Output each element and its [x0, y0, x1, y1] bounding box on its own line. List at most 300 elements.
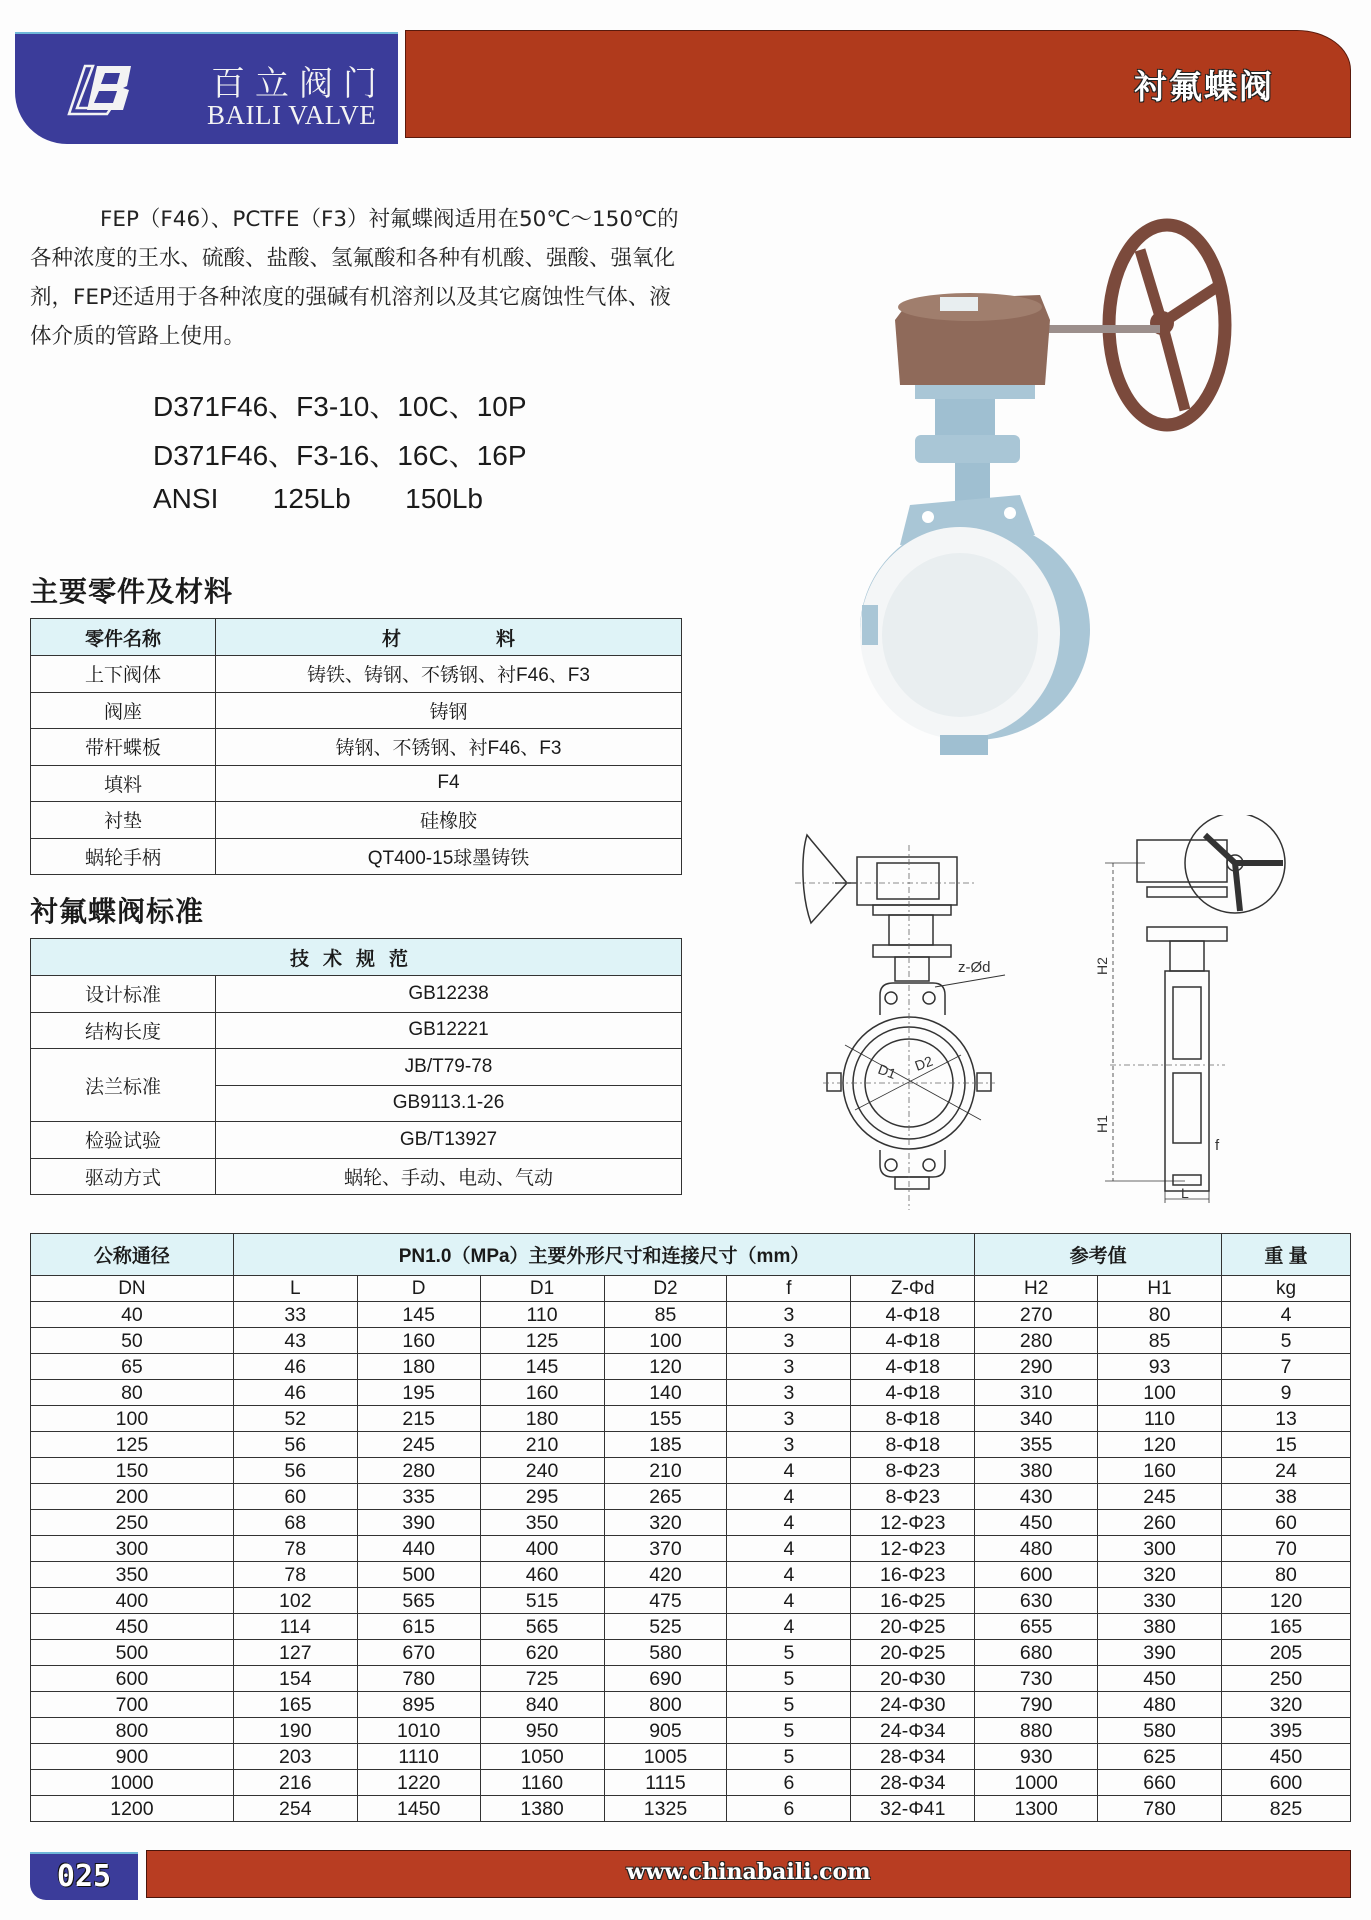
table-cell: 140 — [604, 1380, 727, 1406]
table-cell: 8-Φ23 — [851, 1458, 975, 1484]
table-row — [31, 1718, 1351, 1744]
table-cell: 355 — [975, 1432, 1098, 1458]
table-cell: 28-Φ34 — [851, 1744, 975, 1770]
table-cell: 500 — [357, 1562, 480, 1588]
table-row — [31, 1380, 1351, 1406]
column-header: Z-Φd — [851, 1276, 975, 1302]
table-cell: 290 — [975, 1354, 1098, 1380]
table-row — [31, 1354, 1351, 1380]
table-row — [31, 1302, 1351, 1328]
table-cell: 3 — [727, 1328, 851, 1354]
table-cell: 800 — [604, 1692, 727, 1718]
column-header: H1 — [1098, 1276, 1222, 1302]
parts-materials-table — [30, 618, 682, 875]
table-cell: 600 — [31, 1666, 234, 1692]
table-cell: 195 — [357, 1380, 480, 1406]
table-cell: 4 — [727, 1458, 851, 1484]
table-cell: 240 — [480, 1458, 604, 1484]
table-cell: 3 — [727, 1380, 851, 1406]
table-cell: 515 — [480, 1588, 604, 1614]
table-row — [31, 976, 682, 1013]
table-row — [31, 802, 682, 839]
table-cell: 450 — [975, 1510, 1098, 1536]
table-row — [31, 1614, 1351, 1640]
intro-text — [30, 200, 690, 356]
group-header-reference: 参考值 — [975, 1234, 1222, 1276]
table-cell: 4 — [727, 1484, 851, 1510]
svg-text:H1: H1 — [1094, 1115, 1110, 1133]
table-cell: 380 — [1098, 1614, 1222, 1640]
part-material: 硅橡胶 — [216, 802, 682, 839]
footer-banner — [146, 1850, 1351, 1898]
part-name: 上下阀体 — [31, 656, 216, 693]
table-row — [31, 1049, 682, 1086]
column-header: D2 — [604, 1276, 727, 1302]
table-cell: 50 — [31, 1328, 234, 1354]
valve-photo — [840, 215, 1250, 765]
table-cell: 1050 — [480, 1744, 604, 1770]
table-cell: 580 — [1098, 1718, 1222, 1744]
group-header-weight: 重 量 — [1222, 1234, 1351, 1276]
table-cell: 395 — [1222, 1718, 1351, 1744]
table-cell: 1110 — [357, 1744, 480, 1770]
standard-value: JB/T79-78 — [216, 1049, 682, 1086]
svg-text:D1: D1 — [875, 1060, 899, 1082]
table-cell: 3 — [727, 1432, 851, 1458]
table-cell: 780 — [1098, 1796, 1222, 1822]
model-line: ANSI 125Lb 150Lb — [153, 483, 483, 514]
table-cell: 480 — [975, 1536, 1098, 1562]
table-cell: 450 — [1098, 1666, 1222, 1692]
table-row — [31, 729, 682, 766]
table-cell: 210 — [480, 1432, 604, 1458]
table-cell: 450 — [31, 1614, 234, 1640]
table-cell: 160 — [1098, 1458, 1222, 1484]
table-cell: 4 — [1222, 1302, 1351, 1328]
title-banner — [405, 30, 1351, 138]
table-cell: 300 — [1098, 1536, 1222, 1562]
table-cell: 20-Φ25 — [851, 1640, 975, 1666]
table-cell: 40 — [31, 1302, 234, 1328]
table-cell: 4-Φ18 — [851, 1328, 975, 1354]
table-cell: 70 — [1222, 1536, 1351, 1562]
table-cell: 300 — [31, 1536, 234, 1562]
table-cell: 15 — [1222, 1432, 1351, 1458]
table-cell: 460 — [480, 1562, 604, 1588]
table-cell: 780 — [357, 1666, 480, 1692]
table-cell: 320 — [1098, 1562, 1222, 1588]
table-cell: 46 — [233, 1354, 357, 1380]
table-cell: 60 — [1222, 1510, 1351, 1536]
table-cell: 102 — [233, 1588, 357, 1614]
table-cell: 120 — [1098, 1432, 1222, 1458]
table-cell: 56 — [233, 1458, 357, 1484]
table-cell: 254 — [233, 1796, 357, 1822]
table-header: 技术规范 — [31, 939, 682, 976]
table-cell: 93 — [1098, 1354, 1222, 1380]
table-cell: 80 — [31, 1380, 234, 1406]
table-cell: 295 — [480, 1484, 604, 1510]
model-line: D371F46、F3-16、16C、16P — [153, 440, 527, 471]
table-cell: 78 — [233, 1536, 357, 1562]
part-material: QT400-15球墨铸铁 — [216, 838, 682, 875]
table-cell: 525 — [604, 1614, 727, 1640]
table-cell: 700 — [31, 1692, 234, 1718]
table-cell: 160 — [357, 1328, 480, 1354]
table-cell: 145 — [357, 1302, 480, 1328]
parts-heading: 主要零件及材料 — [30, 575, 234, 608]
standard-label: 设计标准 — [31, 976, 216, 1013]
table-cell: 110 — [1098, 1406, 1222, 1432]
table-cell: 145 — [480, 1354, 604, 1380]
brand-banner — [15, 32, 398, 144]
table-cell: 320 — [1222, 1692, 1351, 1718]
standard-value: GB9113.1-26 — [216, 1085, 682, 1122]
table-cell: 8-Φ23 — [851, 1484, 975, 1510]
table-cell: 80 — [1098, 1302, 1222, 1328]
table-cell: 310 — [975, 1380, 1098, 1406]
table-cell: 250 — [31, 1510, 234, 1536]
table-cell: 1160 — [480, 1770, 604, 1796]
table-cell: 930 — [975, 1744, 1098, 1770]
table-cell: 390 — [1098, 1640, 1222, 1666]
table-cell: 1005 — [604, 1744, 727, 1770]
table-cell: 56 — [233, 1432, 357, 1458]
table-row — [31, 656, 682, 693]
part-material: 铸钢、不锈钢、衬F46、F3 — [216, 729, 682, 766]
table-cell: 400 — [480, 1536, 604, 1562]
table-cell: 43 — [233, 1328, 357, 1354]
table-cell: 6 — [727, 1796, 851, 1822]
table-cell: 85 — [604, 1302, 727, 1328]
svg-text:f: f — [1215, 1137, 1220, 1154]
table-cell: 280 — [357, 1458, 480, 1484]
brand-name-en: BAILI VALVE — [207, 100, 377, 130]
table-cell: 1115 — [604, 1770, 727, 1796]
column-header: D1 — [480, 1276, 604, 1302]
table-cell: 24 — [1222, 1458, 1351, 1484]
table-row — [31, 1796, 1351, 1822]
table-cell: 5 — [727, 1666, 851, 1692]
page-title: 衬氟蝶阀 — [1134, 67, 1274, 106]
table-cell: 165 — [233, 1692, 357, 1718]
table-cell: 680 — [975, 1640, 1098, 1666]
table-cell: 203 — [233, 1744, 357, 1770]
table-cell: 1220 — [357, 1770, 480, 1796]
table-cell: 3 — [727, 1406, 851, 1432]
table-cell: 895 — [357, 1692, 480, 1718]
table-row — [31, 1158, 682, 1195]
table-cell: 565 — [357, 1588, 480, 1614]
table-cell: 565 — [480, 1614, 604, 1640]
standards-heading: 衬氟蝶阀标准 — [30, 895, 205, 928]
table-cell: 9 — [1222, 1380, 1351, 1406]
table-cell: 380 — [975, 1458, 1098, 1484]
table-cell: 600 — [1222, 1770, 1351, 1796]
group-header-nominal: 公称通径 — [31, 1234, 234, 1276]
table-cell: 120 — [1222, 1588, 1351, 1614]
dimension-drawing — [785, 815, 1340, 1215]
table-cell: 114 — [233, 1614, 357, 1640]
table-cell: 216 — [233, 1770, 357, 1796]
table-cell: 85 — [1098, 1328, 1222, 1354]
table-cell: 950 — [480, 1718, 604, 1744]
table-row — [31, 1122, 682, 1159]
standard-value: GB12238 — [216, 976, 682, 1013]
table-cell: 7 — [1222, 1354, 1351, 1380]
table-row — [31, 1012, 682, 1049]
table-cell: 5 — [727, 1744, 851, 1770]
table-row — [31, 1744, 1351, 1770]
svg-text:D2: D2 — [912, 1052, 935, 1074]
part-name: 蜗轮手柄 — [31, 838, 216, 875]
table-cell: 475 — [604, 1588, 727, 1614]
standard-value: GB12221 — [216, 1012, 682, 1049]
table-cell: 245 — [357, 1432, 480, 1458]
column-header: 材 料 — [216, 619, 682, 656]
group-header-main: PN1.0（MPa）主要外形尺寸和连接尺寸（mm） — [233, 1234, 974, 1276]
brand-name-cn: 百立阀门 — [211, 64, 387, 104]
table-cell: 28-Φ34 — [851, 1770, 975, 1796]
table-row — [31, 765, 682, 802]
table-cell: 660 — [1098, 1770, 1222, 1796]
table-cell: 320 — [604, 1510, 727, 1536]
table-cell: 4-Φ18 — [851, 1380, 975, 1406]
table-cell: 4 — [727, 1510, 851, 1536]
table-cell: 16-Φ25 — [851, 1588, 975, 1614]
table-cell: 1325 — [604, 1796, 727, 1822]
table-row — [31, 1484, 1351, 1510]
table-cell: 370 — [604, 1536, 727, 1562]
table-cell: 600 — [975, 1562, 1098, 1588]
table-cell: 100 — [1098, 1380, 1222, 1406]
table-cell: 32-Φ41 — [851, 1796, 975, 1822]
svg-text:z-Ød: z-Ød — [958, 959, 991, 976]
table-cell: 260 — [1098, 1510, 1222, 1536]
table-cell: 210 — [604, 1458, 727, 1484]
table-cell: 3 — [727, 1302, 851, 1328]
page-number-badge — [30, 1852, 138, 1900]
column-header: H2 — [975, 1276, 1098, 1302]
table-cell: 155 — [604, 1406, 727, 1432]
table-cell: 24-Φ34 — [851, 1718, 975, 1744]
table-cell: 825 — [1222, 1796, 1351, 1822]
table-cell: 180 — [480, 1406, 604, 1432]
table-cell: 620 — [480, 1640, 604, 1666]
table-cell: 154 — [233, 1666, 357, 1692]
table-cell: 38 — [1222, 1484, 1351, 1510]
table-cell: 500 — [31, 1640, 234, 1666]
table-cell: 12-Φ23 — [851, 1536, 975, 1562]
table-row — [31, 1666, 1351, 1692]
table-row — [31, 838, 682, 875]
intro-paragraph: FEP（F46）、PCTFE（F3）衬氟蝶阀适用在50℃～150℃的各种浓度的王水、硫酸、盐酸、氢氟酸和各种有机酸、强酸、强氧化剂，FEP还适用于各种浓度的强碱有机溶剂以及其它腐蚀性气体、液体介质的管路上使用。 — [30, 207, 679, 349]
page-number: 025 — [56, 1859, 112, 1894]
table-cell: 630 — [975, 1588, 1098, 1614]
table-cell: 120 — [604, 1354, 727, 1380]
column-header: f — [727, 1276, 851, 1302]
table-row — [31, 1432, 1351, 1458]
part-name: 填料 — [31, 765, 216, 802]
column-header-row — [31, 1276, 1351, 1302]
standard-label: 法兰标准 — [31, 1049, 216, 1122]
table-cell: 150 — [31, 1458, 234, 1484]
table-cell: 1380 — [480, 1796, 604, 1822]
table-cell: 125 — [480, 1328, 604, 1354]
table-cell: 880 — [975, 1718, 1098, 1744]
table-cell: 215 — [357, 1406, 480, 1432]
table-cell: 4 — [727, 1614, 851, 1640]
table-cell: 80 — [1222, 1562, 1351, 1588]
table-cell: 840 — [480, 1692, 604, 1718]
baili-logo-icon — [67, 64, 137, 116]
part-name: 衬垫 — [31, 802, 216, 839]
table-cell: 180 — [357, 1354, 480, 1380]
table-cell: 125 — [31, 1432, 234, 1458]
table-cell: 3 — [727, 1354, 851, 1380]
standard-value: 蜗轮、手动、电动、气动 — [216, 1158, 682, 1195]
part-name: 带杆蝶板 — [31, 729, 216, 766]
table-row — [31, 1692, 1351, 1718]
table-row — [31, 1458, 1351, 1484]
table-cell: 340 — [975, 1406, 1098, 1432]
table-cell: 165 — [1222, 1614, 1351, 1640]
table-cell: 160 — [480, 1380, 604, 1406]
table-cell: 68 — [233, 1510, 357, 1536]
table-cell: 905 — [604, 1718, 727, 1744]
table-cell: 4 — [727, 1536, 851, 1562]
standard-label: 检验试验 — [31, 1122, 216, 1159]
table-cell: 100 — [604, 1328, 727, 1354]
table-cell: 480 — [1098, 1692, 1222, 1718]
table-row — [31, 692, 682, 729]
table-cell: 580 — [604, 1640, 727, 1666]
column-header: D — [357, 1276, 480, 1302]
table-cell: 52 — [233, 1406, 357, 1432]
table-cell: 8-Φ18 — [851, 1406, 975, 1432]
column-header: L — [233, 1276, 357, 1302]
table-cell: 270 — [975, 1302, 1098, 1328]
table-cell: 4 — [727, 1562, 851, 1588]
column-header: kg — [1222, 1276, 1351, 1302]
part-material: F4 — [216, 765, 682, 802]
table-cell: 730 — [975, 1666, 1098, 1692]
table-row — [31, 1588, 1351, 1614]
website-url: www.chinabaili.com — [626, 1859, 871, 1885]
part-material: 铸铁、铸钢、不锈钢、衬F46、F3 — [216, 656, 682, 693]
column-header: 零件名称 — [31, 619, 216, 656]
table-cell: 100 — [31, 1406, 234, 1432]
standard-label: 结构长度 — [31, 1012, 216, 1049]
table-cell: 400 — [31, 1588, 234, 1614]
model-line: D371F46、F3-10、10C、10P — [153, 391, 527, 422]
table-cell: 1000 — [31, 1770, 234, 1796]
table-cell: 625 — [1098, 1744, 1222, 1770]
table-cell: 4-Φ18 — [851, 1302, 975, 1328]
table-cell: 5 — [727, 1718, 851, 1744]
table-cell: 6 — [727, 1770, 851, 1796]
table-cell: 1450 — [357, 1796, 480, 1822]
table-cell: 1010 — [357, 1718, 480, 1744]
table-cell: 16-Φ23 — [851, 1562, 975, 1588]
table-cell: 4 — [727, 1588, 851, 1614]
table-cell: 20-Φ25 — [851, 1614, 975, 1640]
table-cell: 450 — [1222, 1744, 1351, 1770]
table-cell: 24-Φ30 — [851, 1692, 975, 1718]
table-cell: 5 — [727, 1692, 851, 1718]
table-cell: 265 — [604, 1484, 727, 1510]
table-cell: 690 — [604, 1666, 727, 1692]
standard-value: GB/T13927 — [216, 1122, 682, 1159]
table-cell: 430 — [975, 1484, 1098, 1510]
table-row — [31, 1406, 1351, 1432]
table-row — [31, 1536, 1351, 1562]
table-cell: 350 — [31, 1562, 234, 1588]
table-row — [31, 1562, 1351, 1588]
table-cell: 330 — [1098, 1588, 1222, 1614]
table-cell: 725 — [480, 1666, 604, 1692]
table-cell: 33 — [233, 1302, 357, 1328]
column-header: DN — [31, 1276, 234, 1302]
table-row — [31, 1328, 1351, 1354]
table-cell: 12-Φ23 — [851, 1510, 975, 1536]
table-cell: 185 — [604, 1432, 727, 1458]
table-cell: 205 — [1222, 1640, 1351, 1666]
table-row — [31, 1770, 1351, 1796]
table-cell: 78 — [233, 1562, 357, 1588]
table-cell: 20-Φ30 — [851, 1666, 975, 1692]
table-cell: 60 — [233, 1484, 357, 1510]
standards-table — [30, 938, 682, 1195]
table-row — [31, 1640, 1351, 1666]
table-cell: 13 — [1222, 1406, 1351, 1432]
table-cell: 190 — [233, 1718, 357, 1744]
table-cell: 245 — [1098, 1484, 1222, 1510]
dimensions-table — [30, 1233, 1351, 1822]
model-list — [153, 385, 527, 532]
table-cell: 800 — [31, 1718, 234, 1744]
table-row — [31, 1510, 1351, 1536]
table-cell: 655 — [975, 1614, 1098, 1640]
table-cell: 65 — [31, 1354, 234, 1380]
table-cell: 200 — [31, 1484, 234, 1510]
part-material: 铸钢 — [216, 692, 682, 729]
table-cell: 440 — [357, 1536, 480, 1562]
table-cell: 1200 — [31, 1796, 234, 1822]
table-cell: 900 — [31, 1744, 234, 1770]
table-cell: 1000 — [975, 1770, 1098, 1796]
part-name: 阀座 — [31, 692, 216, 729]
table-cell: 1300 — [975, 1796, 1098, 1822]
standard-label: 驱动方式 — [31, 1158, 216, 1195]
svg-text:H2: H2 — [1094, 957, 1110, 975]
table-cell: 5 — [1222, 1328, 1351, 1354]
table-cell: 670 — [357, 1640, 480, 1666]
table-cell: 4-Φ18 — [851, 1354, 975, 1380]
table-cell: 335 — [357, 1484, 480, 1510]
table-cell: 790 — [975, 1692, 1098, 1718]
table-cell: 8-Φ18 — [851, 1432, 975, 1458]
svg-text:L: L — [1181, 1185, 1189, 1201]
table-cell: 110 — [480, 1302, 604, 1328]
table-cell: 420 — [604, 1562, 727, 1588]
table-cell: 46 — [233, 1380, 357, 1406]
table-cell: 390 — [357, 1510, 480, 1536]
table-cell: 350 — [480, 1510, 604, 1536]
table-cell: 250 — [1222, 1666, 1351, 1692]
table-cell: 127 — [233, 1640, 357, 1666]
table-cell: 5 — [727, 1640, 851, 1666]
